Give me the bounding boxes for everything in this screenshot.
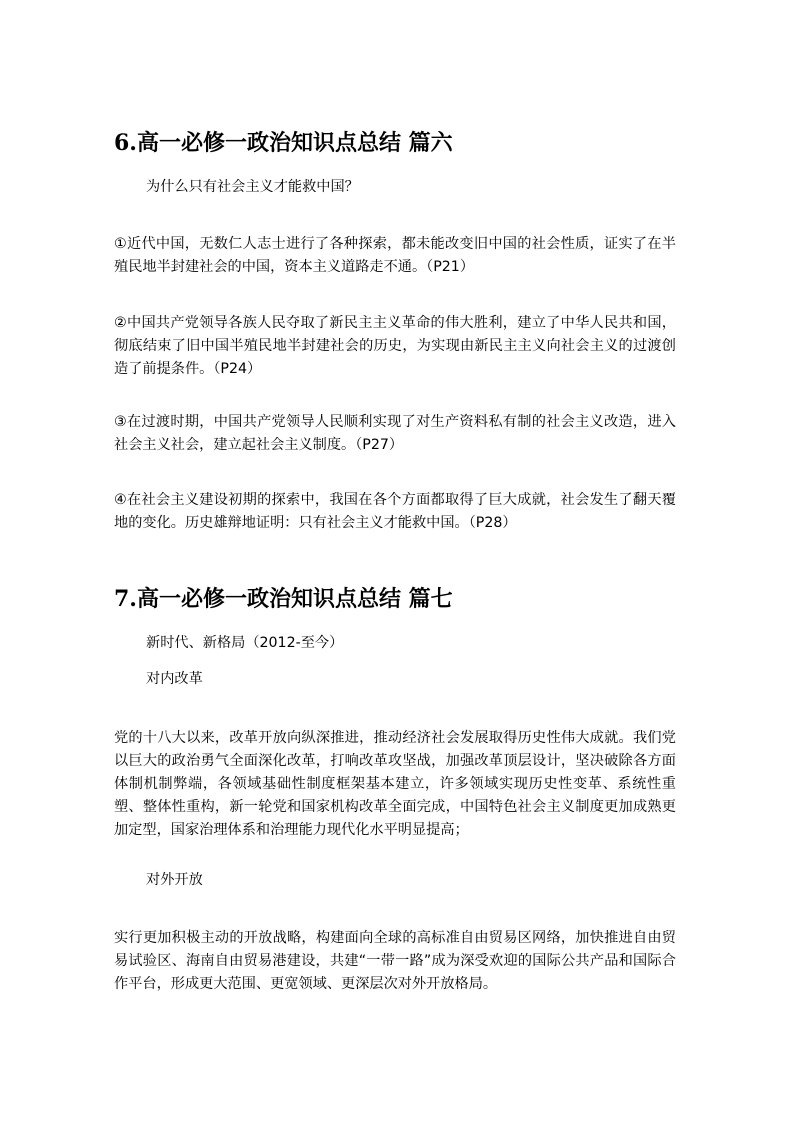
section-7-external-text: 实行更加积极主动的开放战略，构建面向全球的高标准自由贸易区网络，加快推进自由贸易试验区、海南自由贸易港建设，共建“一带一路”成为深受欢迎的国际公共产品和国际合作平台，形成更大范围、更宽领域、更深层次对外开放格局。 <box>114 930 676 992</box>
section-7-domestic-text: 党的十八大以来，改革开放向纵深推进，推动经济社会发展取得历史性伟大成就。我们党以巨大的政治勇气全面深化改革，打响改革攻坚战，加强改革顶层设计，坚决破除各方面体制机制弊端，各领域基础性制度框架基本建立，许多领域实现历史性变革、系统性重塑、整体性重构，新一轮党和国家机构改革全面完成，中国特色社会主义制度更加成熟更加定型，国家治理体系和治理能力现代化水平明显提高； <box>114 730 676 838</box>
section-7-title: 7.高一必修一政治知识点总结 篇七 <box>114 586 453 612</box>
section-6-point-4: ④在社会主义建设初期的探索中，我国在各个方面都取得了巨大成就，社会发生了翻天覆地的变化。历史雄辩地证明：只有社会主义才能救中国。（P28） <box>114 492 676 531</box>
section-6-point-2: ②中国共产党领导各族人民夺取了新民主主义革命的伟大胜利，建立了中华人民共和国，彻底结束了旧中国半殖民地半封建社会的历史，为实现由新民主主义向社会主义的过渡创造了前提条件。（P24） <box>114 315 676 377</box>
section-7-era: 新时代、新格局（2012-至今） <box>146 635 344 651</box>
section-6-question: 为什么只有社会主义才能救中国？ <box>146 179 359 195</box>
section-6-point-1: ①近代中国，无数仁人志士进行了各种探索，都未能改变旧中国的社会性质，证实了在半殖民地半封建社会的中国，资本主义道路走不通。（P21） <box>114 236 676 275</box>
section-6-point-3: ③在过渡时期，中国共产党领导人民顺利实现了对生产资料私有制的社会主义改造，进入社会主义社会，建立起社会主义制度。（P27） <box>114 414 676 453</box>
section-7-external-label: 对外开放 <box>146 872 203 888</box>
section-6-title: 6.高一必修一政治知识点总结 篇六 <box>114 130 453 156</box>
section-7-domestic-label: 对内改革 <box>146 671 203 687</box>
